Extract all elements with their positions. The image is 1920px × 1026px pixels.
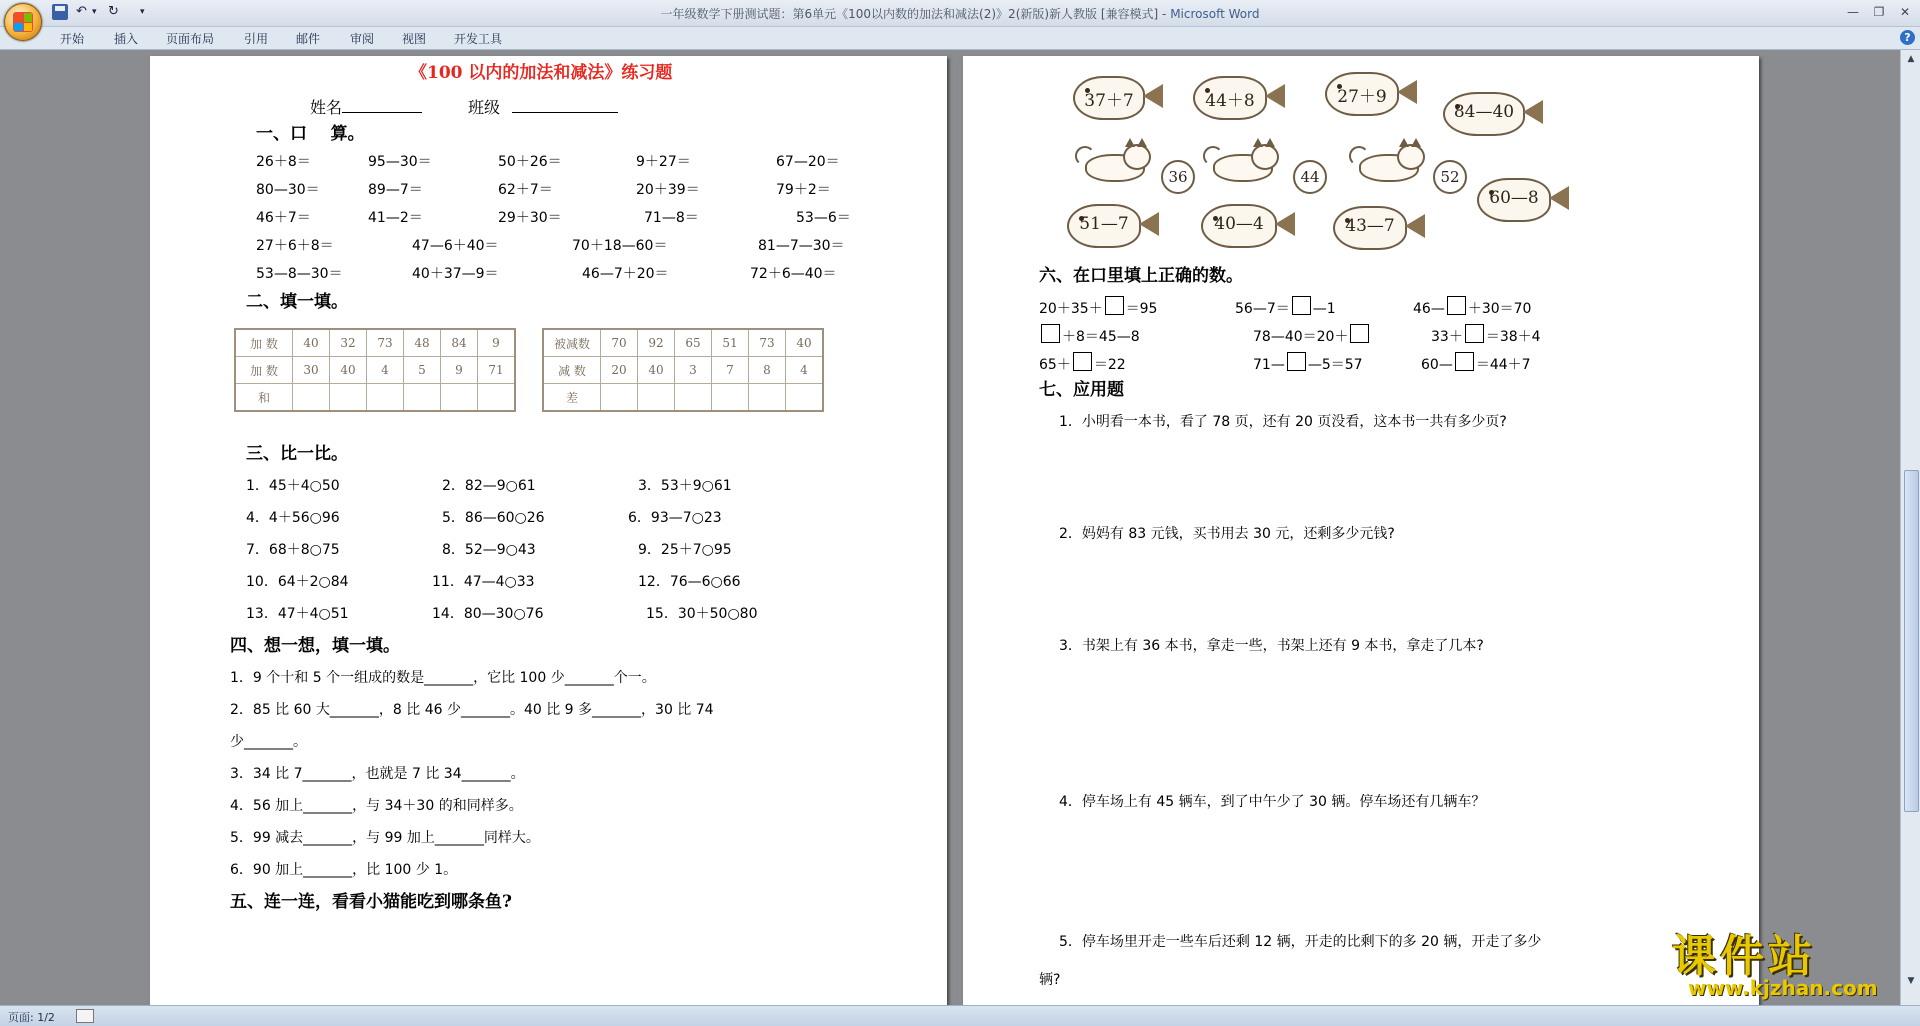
compare-4-1: 14．80—30○76 [432, 606, 544, 622]
mental-1-1: 89—7＝ [368, 182, 423, 198]
table-cell: 加 数 [235, 357, 293, 384]
cat-icon [1351, 140, 1425, 182]
fish [1333, 206, 1407, 250]
table-cell: 4 [786, 357, 824, 384]
undo-icon[interactable]: ↶ [76, 4, 87, 19]
compare-0-1: 2．82—9○61 [442, 478, 536, 494]
mental-0-4: 67—20＝ [776, 154, 840, 170]
table-cell: 65 [675, 329, 712, 357]
box-eq-text: 33＋ [1431, 329, 1463, 345]
class-label: 班级 [468, 98, 501, 117]
answer-box[interactable] [1105, 296, 1124, 315]
class-blank [512, 112, 618, 113]
mental-4-3: 72＋6—40＝ [750, 266, 837, 282]
table-cell: 73 [367, 329, 404, 357]
table-cell [478, 384, 516, 412]
fish [1477, 178, 1551, 222]
fish [1073, 76, 1145, 120]
box-eq-3 [1413, 296, 1531, 319]
name-blank [342, 112, 422, 113]
table-cell: 9 [478, 329, 516, 357]
mental-4-0: 53—8—30＝ [256, 266, 343, 282]
answer-box[interactable] [1350, 324, 1369, 343]
table-cell: 70 [601, 329, 638, 357]
table-cell: 32 [330, 329, 367, 357]
table-row [235, 357, 515, 384]
table-cell [330, 384, 367, 412]
table-cell: 3 [675, 357, 712, 384]
table-cell [638, 384, 675, 412]
compare-2-0: 7．68＋8○75 [246, 542, 340, 558]
office-logo-icon [13, 12, 33, 32]
ribbon-tab-bar [0, 27, 1920, 50]
watermark-title: 课件站 [1672, 931, 1816, 982]
box-eq-text: ＝38＋4 [1485, 329, 1541, 345]
tab-developer[interactable]: 开发工具 [454, 32, 503, 46]
mental-1-3: 20＋39＝ [636, 182, 700, 198]
tab-page-layout[interactable]: 页面布局 [166, 32, 215, 46]
box-eq-8 [1253, 352, 1363, 375]
compare-0-0: 1．45＋4○50 [246, 478, 340, 494]
cat-number: 36 [1161, 160, 1195, 194]
tab-insert[interactable]: 插入 [114, 32, 139, 46]
redo-icon[interactable]: ↻ [108, 4, 119, 19]
box-eq-1 [1039, 296, 1157, 319]
box-eq-text: —5＝57 [1307, 357, 1363, 373]
table-cell: 加 数 [235, 329, 293, 357]
page-2 [963, 56, 1759, 1005]
mental-3-3: 81—7—30＝ [758, 238, 845, 254]
section-5-heading: 五、连一连，看看小猫能吃到哪条鱼? [230, 892, 512, 912]
compare-3-0: 10．64＋2○84 [246, 574, 349, 590]
table-cell [712, 384, 749, 412]
box-eq-text: ＋8＝45—8 [1062, 329, 1140, 345]
table-cell: 8 [749, 357, 786, 384]
answer-box[interactable] [1292, 296, 1311, 315]
compare-1-0: 4．4＋56○96 [246, 510, 340, 526]
compare-0-2: 3．53＋9○61 [638, 478, 732, 494]
undo-dropdown-icon[interactable]: ▾ [92, 7, 97, 17]
tab-references[interactable]: 引用 [244, 32, 269, 46]
fill-line-2: 2．85 比 60 大_______，8 比 46 少_______。40 比 9 多_______，30 比 74 [230, 702, 714, 718]
section-7-heading: 七、应用题 [1039, 380, 1124, 400]
scroll-up-icon[interactable]: ▲ [1907, 54, 1915, 64]
table-cell [367, 384, 404, 412]
table-cell: 40 [638, 357, 675, 384]
answer-box[interactable] [1041, 324, 1060, 343]
table-cell: 51 [712, 329, 749, 357]
scroll-down-icon[interactable]: ▼ [1907, 976, 1915, 986]
box-eq-text: —1 [1312, 301, 1336, 317]
table-cell: 40 [786, 329, 824, 357]
office-button[interactable] [4, 3, 42, 41]
cat-number: 52 [1433, 160, 1467, 194]
mental-3-0: 27＋6＋8＝ [256, 238, 334, 254]
mental-2-1: 41—2＝ [368, 210, 423, 226]
mental-2-2: 29＋30＝ [498, 210, 562, 226]
mental-0-2: 50＋26＝ [498, 154, 562, 170]
word-problem-4: 4．停车场上有 45 辆车，到了中午少了 30 辆。停车场还有几辆车？ [1059, 794, 1486, 810]
cat-icon [1205, 140, 1279, 182]
table-cell: 差 [543, 384, 601, 412]
table-cell: 7 [712, 357, 749, 384]
compare-4-0: 13．47＋4○51 [246, 606, 349, 622]
mental-2-0: 46＋7＝ [256, 210, 311, 226]
mental-3-1: 47—6＋40＝ [412, 238, 499, 254]
table-cell: 71 [478, 357, 516, 384]
table-cell [441, 384, 478, 412]
box-eq-9 [1421, 352, 1531, 375]
box-eq-2 [1235, 296, 1336, 319]
name-label: 姓名 [310, 98, 343, 117]
table-cell: 4 [367, 357, 404, 384]
box-eq-text: ＝44＋7 [1475, 357, 1531, 373]
table-cell [404, 384, 441, 412]
close-button[interactable]: ✕ [1899, 5, 1911, 19]
word-problem-5-cont: 辆? [1039, 972, 1061, 988]
box-eq-text: 46— [1413, 301, 1445, 317]
box-eq-text: 60— [1421, 357, 1453, 373]
box-eq-5 [1253, 324, 1371, 347]
table-cell: 30 [293, 357, 330, 384]
minimize-button[interactable]: — [1847, 5, 1859, 19]
maximize-button[interactable]: ❐ [1873, 5, 1885, 19]
document-workspace [0, 50, 1900, 1005]
box-eq-text: 71— [1253, 357, 1285, 373]
vertical-scrollbar[interactable] [1900, 50, 1920, 1005]
table-cell: 和 [235, 384, 293, 412]
box-eq-text: 56—7＝ [1235, 301, 1290, 317]
section-2-heading: 二、填一填。 [246, 292, 348, 312]
box-eq-6 [1431, 324, 1541, 347]
fish [1325, 72, 1399, 116]
mental-0-0: 26＋8＝ [256, 154, 311, 170]
class-field [468, 98, 618, 118]
box-eq-text: ＝95 [1125, 301, 1158, 317]
answer-box[interactable] [1073, 352, 1092, 371]
tab-review[interactable]: 审阅 [350, 32, 375, 46]
title-bar [0, 0, 1920, 27]
mental-0-3: 9＋27＝ [636, 154, 691, 170]
name-field [310, 98, 422, 118]
fish [1201, 204, 1277, 248]
box-eq-text: 20＋35＋ [1039, 301, 1103, 317]
fish [1193, 76, 1267, 120]
table-cell: 被减数 [543, 329, 601, 357]
compare-4-2: 15．30＋50○80 [646, 606, 758, 622]
fish-label: 84—40 [1453, 102, 1515, 122]
mental-4-1: 40＋37—9＝ [412, 266, 499, 282]
box-eq-4 [1039, 324, 1140, 347]
table-cell: 84 [441, 329, 478, 357]
watermark-url: www.kjzhan.com [1688, 976, 1878, 1000]
fish-label: 27＋9 [1337, 87, 1387, 107]
compare-3-2: 12．76—6○66 [638, 574, 741, 590]
compare-2-1: 8．52—9○43 [442, 542, 536, 558]
answer-box[interactable] [1465, 324, 1484, 343]
answer-box[interactable] [1447, 296, 1466, 315]
cat-number: 44 [1293, 160, 1327, 194]
document-name: 一年级数学下册测试题：第6单元《100以内数的加法和减法(2)》2(新版)新人教版 [兼容模式] [660, 7, 1159, 21]
table-row [543, 357, 823, 384]
cat-icon [1077, 140, 1151, 182]
page-count[interactable]: 页面: 1/2 [8, 1011, 55, 1024]
title-separator: - [1158, 7, 1171, 21]
fish-label: 43—7 [1345, 216, 1395, 236]
fill-line-6: 6．90 加上_______，比 100 少 1。 [230, 862, 458, 878]
box-eq-7 [1039, 352, 1126, 375]
page-1 [150, 56, 947, 1005]
word-problem-1: 1．小明看一本书，看了 78 页，还有 20 页没看，这本书一共有多少页? [1059, 414, 1507, 430]
compare-1-1: 5．86—60○26 [442, 510, 545, 526]
table-row [543, 384, 823, 412]
proofing-icon[interactable] [76, 1009, 94, 1023]
table-cell [293, 384, 330, 412]
table-cell [749, 384, 786, 412]
compare-3-1: 11．47—4○33 [432, 574, 535, 590]
mental-3-2: 70＋18—60＝ [572, 238, 668, 254]
mental-2-3: 71—8＝ [644, 210, 699, 226]
box-eq-text: ＋30＝70 [1467, 301, 1532, 317]
help-icon[interactable]: ? [1900, 30, 1915, 45]
table-cell: 减 数 [543, 357, 601, 384]
table-cell: 9 [441, 357, 478, 384]
fill-line-1: 1．9 个十和 5 个一组成的数是_______，它比 100 少_______个一。 [230, 670, 656, 686]
word-problem-2: 2．妈妈有 83 元钱，买书用去 30 元，还剩多少元钱? [1059, 526, 1395, 542]
window-title [0, 5, 1920, 22]
status-bar [0, 1005, 1920, 1026]
table-cell [786, 384, 824, 412]
fill-line-3: 3．34 比 7_______，也就是 7 比 34_______。 [230, 766, 525, 782]
watermark [1672, 920, 1920, 1005]
fish-label: 60—8 [1489, 188, 1539, 208]
table-cell [675, 384, 712, 412]
table-cell: 20 [601, 357, 638, 384]
mental-1-4: 79＋2＝ [776, 182, 831, 198]
tab-view[interactable]: 视图 [402, 32, 427, 46]
subtraction-table [542, 328, 824, 412]
box-eq-text: ＝22 [1093, 357, 1126, 373]
table-row [235, 329, 515, 357]
mental-1-2: 62＋7＝ [498, 182, 553, 198]
table-cell: 48 [404, 329, 441, 357]
table-row [235, 384, 515, 412]
compare-2-2: 9．25＋7○95 [638, 542, 732, 558]
box-eq-text: 65＋ [1039, 357, 1071, 373]
compare-1-2: 6．93—7○23 [628, 510, 722, 526]
fill-line-2-cont: 少_______。 [230, 734, 307, 750]
fill-line-5: 5．99 减去_______，与 99 加上_______同样大。 [230, 830, 540, 846]
table-cell: 92 [638, 329, 675, 357]
fish-label: 40—4 [1214, 214, 1264, 234]
fish-label: 37＋7 [1084, 91, 1134, 111]
box-eq-text: 78—40＝20＋ [1253, 329, 1349, 345]
table-cell: 40 [293, 329, 330, 357]
mental-0-1: 95—30＝ [368, 154, 432, 170]
table-cell: 5 [404, 357, 441, 384]
section-3-heading: 三、比一比。 [246, 444, 348, 464]
fish-label: 51—7 [1079, 214, 1129, 234]
scroll-thumb[interactable] [1904, 470, 1919, 812]
fill-line-4: 4．56 加上_______，与 34＋30 的和同样多。 [230, 798, 523, 814]
mental-1-0: 80—30＝ [256, 182, 320, 198]
section-4-heading: 四、想一想，填一填。 [230, 636, 400, 656]
tab-home[interactable]: 开始 [60, 32, 85, 46]
addition-table [234, 328, 516, 412]
table-row [543, 329, 823, 357]
app-name: Microsoft Word [1170, 7, 1260, 21]
fish [1067, 204, 1141, 248]
page-title: 《100 以内的加法和减法》练习题 [410, 63, 673, 83]
fish [1443, 92, 1525, 136]
mental-4-2: 46—7＋20＝ [582, 266, 669, 282]
fish-label: 44＋8 [1205, 91, 1255, 111]
mental-2-4: 53—6＝ [796, 210, 851, 226]
customize-quick-access-icon[interactable]: ▾ [140, 7, 145, 17]
word-problem-3: 3．书架上有 36 本书，拿走一些，书架上还有 9 本书，拿走了几本? [1059, 638, 1484, 654]
word-problem-5: 5．停车场里开走一些车后还剩 12 辆，开走的比剩下的多 20 辆，开走了多少 [1059, 934, 1542, 950]
table-cell [601, 384, 638, 412]
table-cell: 40 [330, 357, 367, 384]
answer-box[interactable] [1455, 352, 1474, 371]
answer-box[interactable] [1287, 352, 1306, 371]
section-6-heading: 六、在口里填上正确的数。 [1039, 266, 1243, 286]
tab-mailings[interactable]: 邮件 [296, 32, 321, 46]
section-1-heading: 一、口 算。 [256, 124, 365, 144]
table-cell: 73 [749, 329, 786, 357]
